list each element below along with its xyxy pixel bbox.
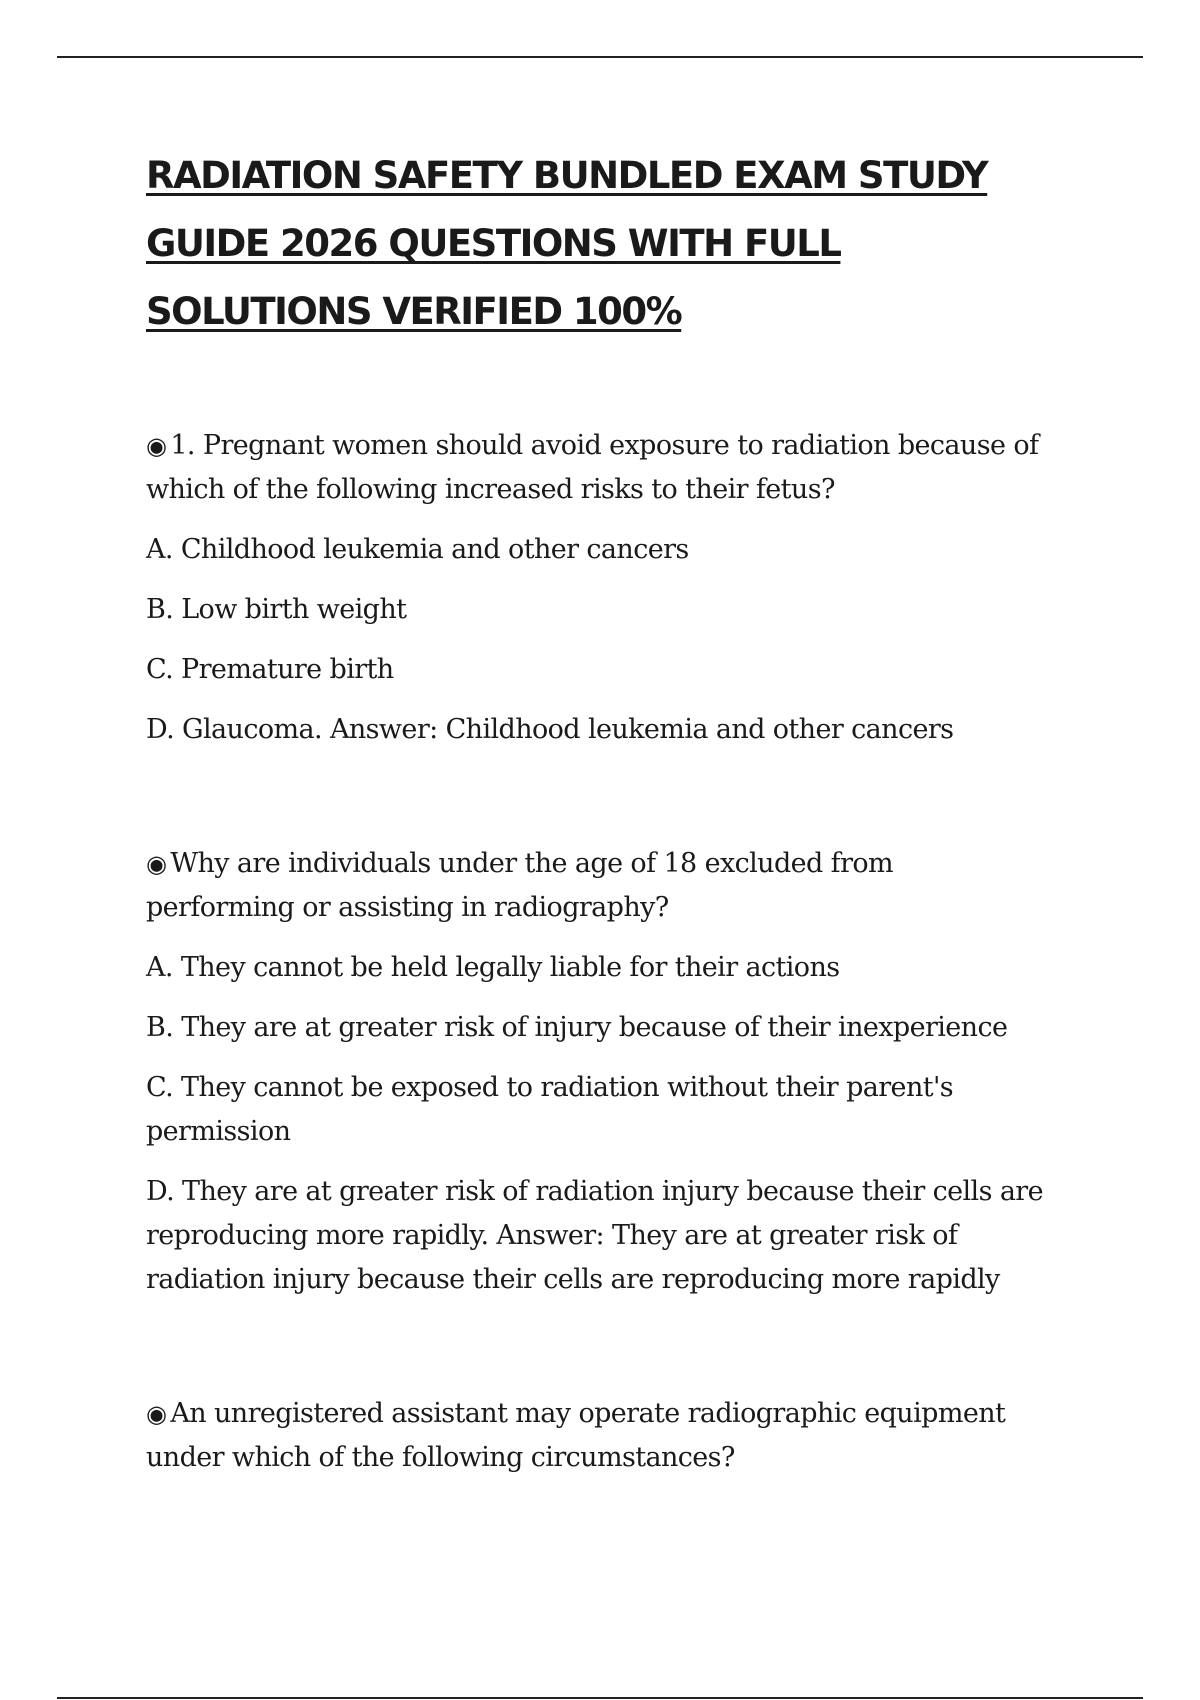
radio-bullet-icon: ◉ bbox=[146, 432, 167, 460]
radio-bullet-icon: ◉ bbox=[146, 850, 167, 878]
question-1-text: 1. Pregnant women should avoid exposure to radiation because of which of the following increased risks to their fetus? bbox=[146, 430, 1039, 505]
top-rule bbox=[57, 56, 1143, 58]
document-title-text: RADIATION SAFETY BUNDLED EXAM STUDY GUIDE 2026 QUESTIONS WITH FULL SOLUTIONS VERIFIED 100% bbox=[146, 154, 988, 333]
question-1-option-a: A. Childhood leukemia and other cancers bbox=[146, 534, 689, 565]
question-1-option-d: D. Glaucoma. Answer: Childhood leukemia and other cancers bbox=[146, 714, 954, 745]
question-1-option-c: C. Premature birth bbox=[146, 654, 394, 685]
question-2-option-d: D. They are at greater risk of radiation injury because their cells are reproducing more rapidly. Answer: They are at greater risk of radiation injury because their cells are reproducing more rapidly bbox=[146, 1176, 1043, 1295]
question-2-option-b: B. They are at greater risk of injury because of their inexperience bbox=[146, 1012, 1008, 1043]
question-block-1 bbox=[146, 424, 1096, 752]
question-2-option-c: C. They cannot be exposed to radiation without their parent's permission bbox=[146, 1072, 954, 1147]
document-title bbox=[146, 142, 1046, 346]
question-2-option-a: A. They cannot be held legally liable for their actions bbox=[146, 952, 840, 983]
question-block-3 bbox=[146, 1392, 1096, 1480]
question-3 bbox=[146, 1392, 1046, 1480]
question-3-text: An unregistered assistant may operate radiographic equipment under which of the following circumstances? bbox=[146, 1398, 1006, 1473]
question-1 bbox=[146, 424, 1096, 512]
question-2 bbox=[146, 842, 926, 930]
bottom-rule bbox=[57, 1697, 1143, 1699]
question-block-2 bbox=[146, 842, 1096, 1302]
question-2-text: Why are individuals under the age of 18 excluded from performing or assisting in radiography? bbox=[146, 848, 894, 923]
radio-bullet-icon: ◉ bbox=[146, 1400, 167, 1428]
question-list bbox=[146, 424, 1096, 1570]
question-1-option-b: B. Low birth weight bbox=[146, 594, 407, 625]
